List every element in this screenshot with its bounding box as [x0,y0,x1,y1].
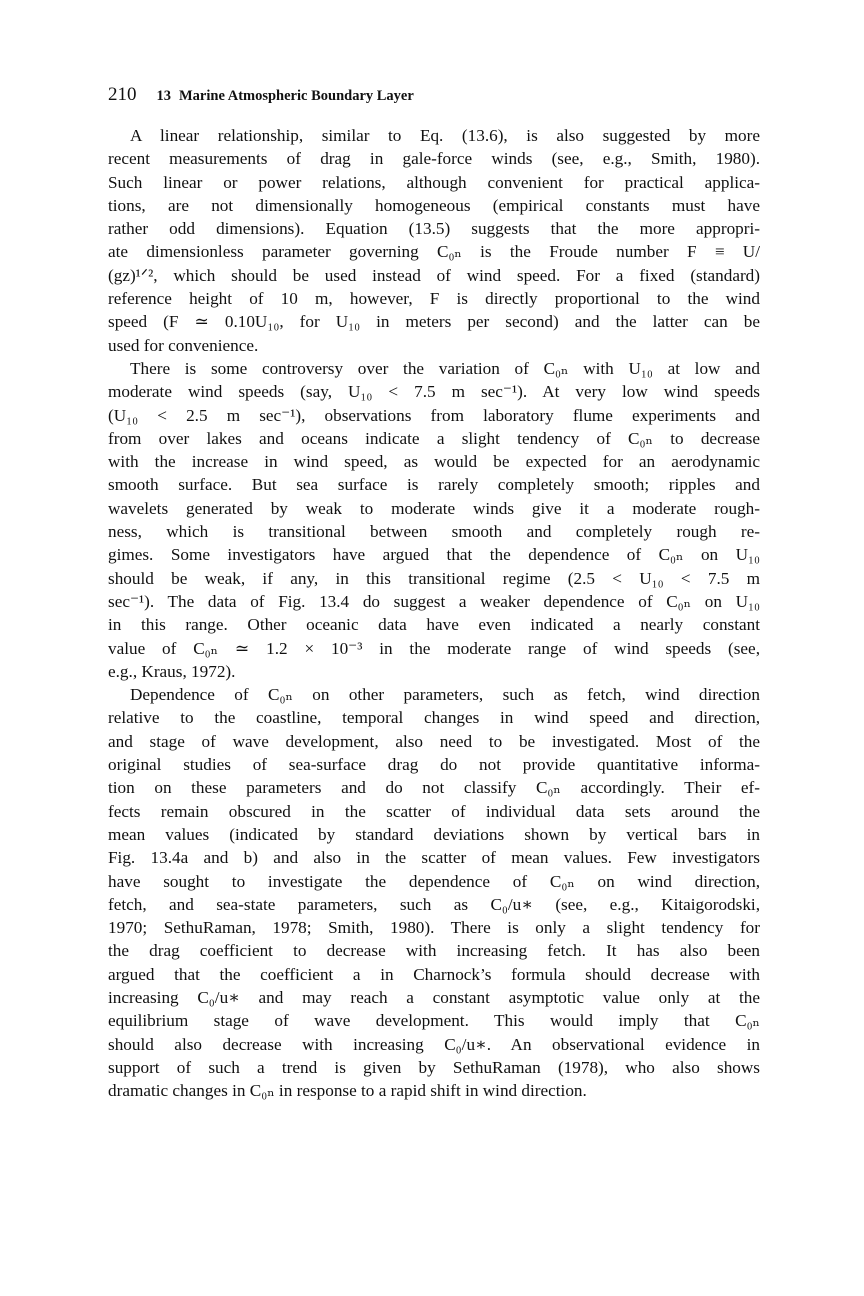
text-line: value of C₀ₙ ≃ 1.2 × 10⁻³ in the moderate range of wind speeds (see, [108,638,760,658]
text-line: should also decrease with increasing C₀/u∗. An observational evidence in [108,1034,760,1054]
text-line: moderate wind speeds (say, U₁₀ < 7.5 m sec⁻¹). At very low wind speeds [108,382,760,402]
text-line: Such linear or power relations, although convenient for practical applica- [108,172,760,192]
chapter-number: 13 [156,88,171,104]
text-line: fects remain obscured in the scatter of individual data sets around the [108,801,760,821]
paragraph [108,683,760,1102]
text-line: smooth surface. But sea surface is rarely completely smooth; ripples and [108,475,760,495]
text-line: the drag coefficient to decrease with increasing fetch. It has also been [108,941,760,961]
text-line: e.g., Kraus, 1972). [108,661,236,681]
text-line: should be weak, if any, in this transitional regime (2.5 < U₁₀ < 7.5 m [108,568,760,588]
text-line: argued that the coefficient a in Charnock’s formula should decrease with [108,964,760,984]
text-line: have sought to investigate the dependence of C₀ₙ on wind direction, [108,871,760,891]
text-line: dramatic changes in C₀ₙ in response to a rapid shift in wind direction. [108,1081,587,1101]
paragraph [108,124,760,357]
text-line: fetch, and sea-state parameters, such as C₀/u∗ (see, e.g., Kitaigorodski, [108,894,760,914]
text-line: Dependence of C₀ₙ on other parameters, such as fetch, wind direction [130,685,760,705]
text-line: used for convenience. [108,335,259,355]
text-line: ate dimensionless parameter governing C₀ₙ is the Froude number F ≡ U/ [108,242,760,262]
text-line: gimes. Some investigators have argued that the dependence of C₀ₙ on U₁₀ [108,545,760,565]
text-line: mean values (indicated by standard deviations shown by vertical bars in [108,824,760,844]
text-line: sec⁻¹). The data of Fig. 13.4 do suggest a weaker dependence of C₀ₙ on U₁₀ [108,591,760,611]
text-line: reference height of 10 m, however, F is directly proportional to the wind [108,289,760,309]
text-line: in this range. Other oceanic data have even indicated a nearly constant [108,615,760,635]
text-line: There is some controversy over the variation of C₀ₙ with U₁₀ at low and [130,358,760,378]
chapter-title: Marine Atmospheric Boundary Layer [179,88,414,104]
text-line: (U₁₀ < 2.5 m sec⁻¹), observations from laboratory flume experiments and [108,405,760,425]
text-line: and stage of wave development, also need to be investigated. Most of the [108,731,760,751]
text-line: relative to the coastline, temporal changes in wind speed and direction, [108,708,760,728]
text-line: increasing C₀/u∗ and may reach a constant asymptotic value only at the [108,987,760,1007]
text-line: tion on these parameters and do not classify C₀ₙ accordingly. Their ef- [108,778,760,798]
text-line: Fig. 13.4a and b) and also in the scatter of mean values. Few investigators [108,848,760,868]
text-line: original studies of sea-surface drag do not provide quantitative informa- [108,755,760,775]
paragraph [108,357,760,683]
text-line: tions, are not dimensionally homogeneous (empirical constants must have [108,195,760,215]
text-line: rather odd dimensions). Equation (13.5) suggests that the more appropri- [108,219,760,239]
text-line: recent measurements of drag in gale-force winds (see, e.g., Smith, 1980). [108,149,760,169]
body-text [108,124,760,1102]
text-line: with the increase in wind speed, as would be expected for an aerodynamic [108,452,760,472]
text-line: from over lakes and oceans indicate a slight tendency of C₀ₙ to decrease [108,428,760,448]
text-line: support of such a trend is given by SethuRaman (1978), who also shows [108,1057,760,1077]
text-line: speed (F ≃ 0.10U₁₀, for U₁₀ in meters per second) and the latter can be [108,312,760,332]
text-line: (gz)¹ᐟ², which should be used instead of wind speed. For a fixed (standard) [108,265,760,285]
text-line: wavelets generated by weak to moderate winds give it a moderate rough- [108,498,760,518]
text-line: ness, which is transitional between smooth and completely rough re- [108,522,760,542]
text-line: equilibrium stage of wave development. This would imply that C₀ₙ [108,1011,760,1031]
running-header [108,84,768,106]
text-line: 1970; SethuRaman, 1978; Smith, 1980). There is only a slight tendency for [108,918,760,938]
page-number: 210 [108,84,137,105]
text-line: A linear relationship, similar to Eq. (13.6), is also suggested by more [130,126,760,145]
